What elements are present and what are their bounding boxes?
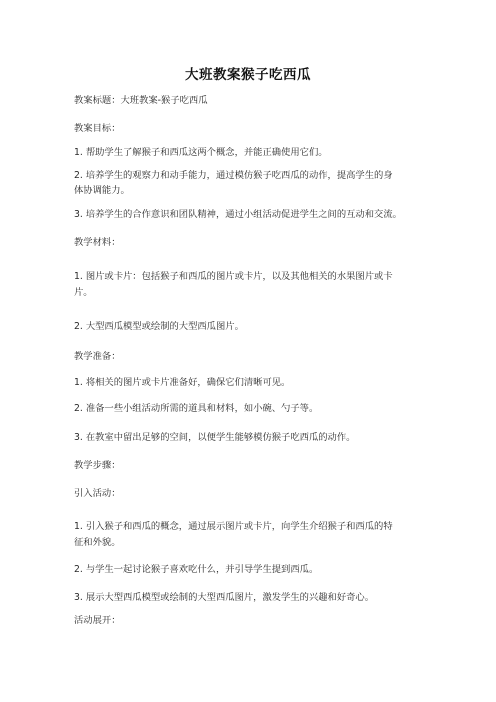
section-heading-preparation: 教学准备： — [74, 351, 121, 362]
subheading-activity-development: 活动展开： — [74, 615, 121, 626]
section-heading-materials: 教学材料： — [74, 237, 121, 248]
intro-item-3: 3. 展示大型西瓜模型或绘制的大型西瓜图片，激发学生的兴趣和好奇心。 — [74, 592, 375, 603]
intro-item-1: 1. 引入猴子和西瓜的概念，通过展示图片或卡片，向学生介绍猴子和西瓜的特 — [74, 521, 393, 532]
material-item-1-continued: 片。 — [74, 287, 93, 298]
goal-item-2-continued: 体协调能力。 — [74, 185, 130, 196]
goal-item-1: 1. 帮助学生了解猴子和西瓜这两个概念，并能正确使用它们。 — [74, 147, 328, 158]
document-title: 大班教案猴子吃西瓜 — [185, 67, 311, 83]
preparation-item-1: 1. 将相关的图片或卡片准备好，确保它们清晰可见。 — [74, 377, 291, 388]
lesson-title-line: 教案标题：大班教案-猴子吃西瓜 — [74, 95, 208, 106]
goal-item-2: 2. 培养学生的观察力和动手能力，通过模仿猴子吃西瓜的动作，提高学生的身 — [74, 170, 393, 181]
material-item-1: 1. 图片或卡片：包括猴子和西瓜的图片或卡片，以及其他相关的水果图片或卡 — [74, 271, 393, 282]
preparation-item-3: 3. 在教室中留出足够的空间，以便学生能够模仿猴子吃西瓜的动作。 — [74, 432, 356, 443]
preparation-item-2: 2. 准备一些小组活动所需的道具和材料，如小碗、勺子等。 — [74, 403, 319, 414]
intro-item-1-continued: 征和外貌。 — [74, 537, 121, 548]
subheading-intro-activity: 引入活动： — [74, 488, 121, 499]
section-heading-steps: 教学步骤： — [74, 460, 121, 471]
material-item-2: 2. 大型西瓜模型或绘制的大型西瓜图片。 — [74, 321, 244, 332]
goal-item-3: 3. 培养学生的合作意识和团队精神，通过小组活动促进学生之间的互动和交流。 — [74, 209, 402, 220]
intro-item-2: 2. 与学生一起讨论猴子喜欢吃什么，并引导学生提到西瓜。 — [74, 564, 319, 575]
section-heading-goals: 教案目标： — [74, 123, 121, 134]
